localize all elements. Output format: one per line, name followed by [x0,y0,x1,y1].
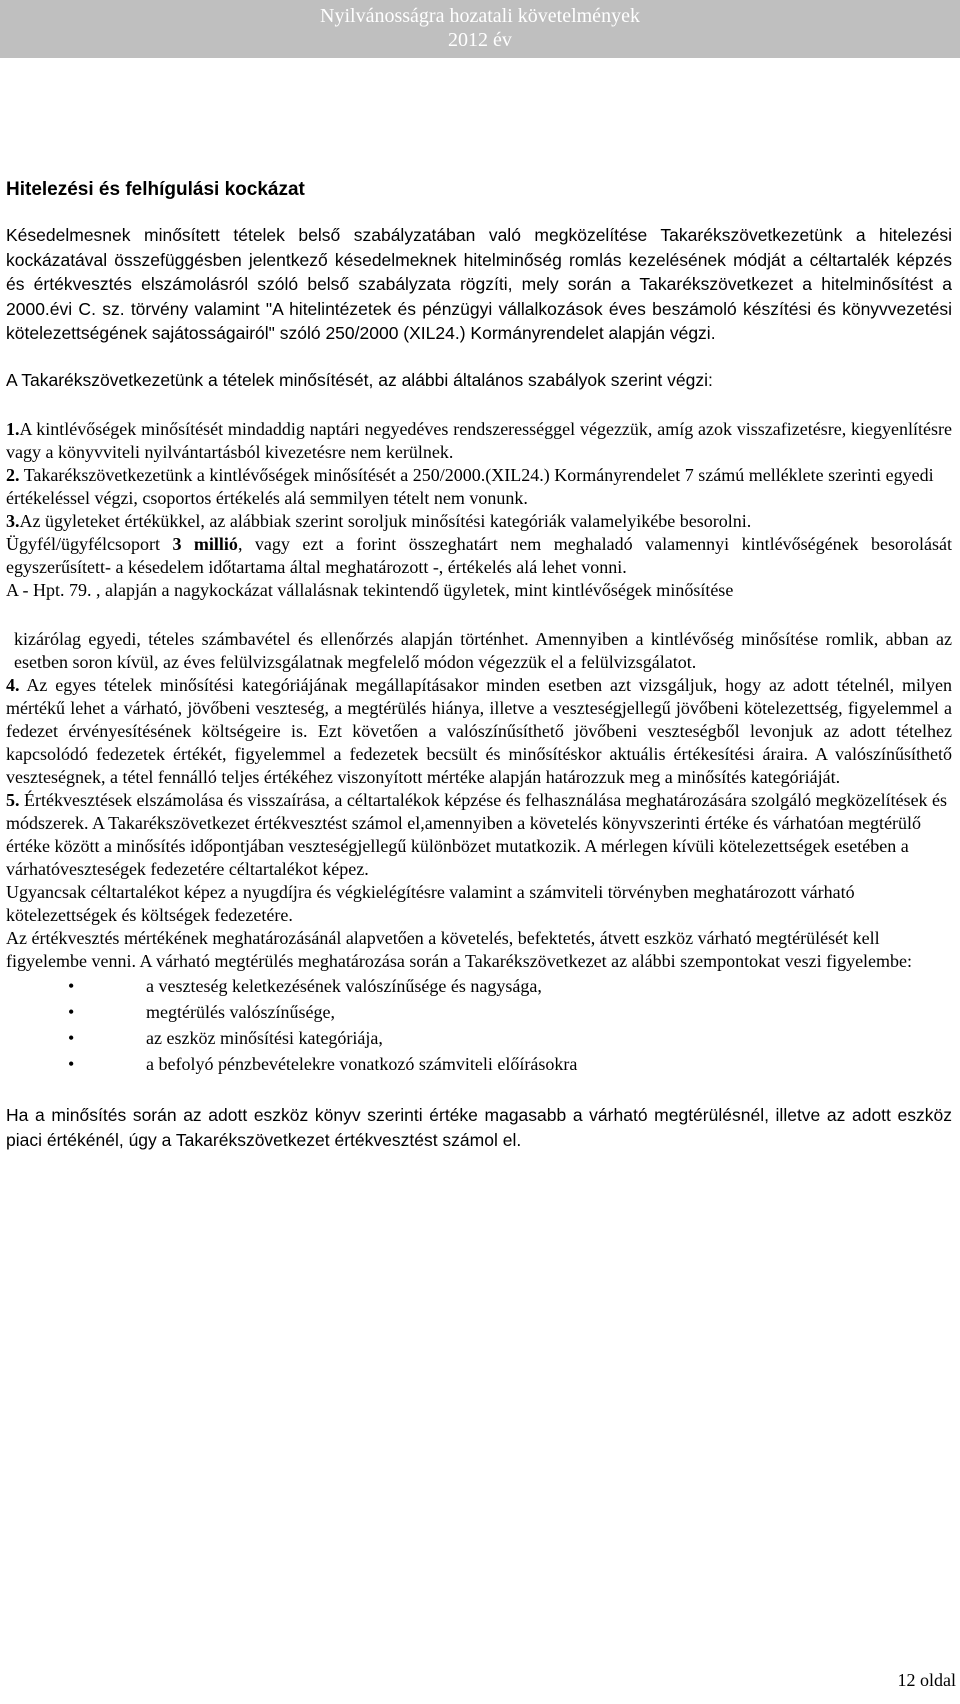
criteria-list [6,973,952,1077]
page-header [0,0,960,58]
rule-3 [6,510,952,533]
rules-lead-in: A Takarékszövetkezetünk a tételek minősítését, az alábbi általános szabályok szerint végzi: [6,369,713,390]
list-item: • az eszköz minősítési kategóriája, [6,1025,952,1051]
bullet-icon: • [68,1054,75,1074]
rule-3-number: 3. [6,511,20,531]
bullet-icon: • [68,1002,75,1022]
bullet-icon: • [68,1028,75,1048]
rule-4 [6,674,952,789]
rule-2 [6,464,952,510]
rule-5 [6,789,952,881]
rule-5-text: Értékvesztések elszámolása és visszaírása, a céltartalékok képzése és felhasználása meghatározására szolgáló megközelítések és módszerek. A Takarékszövetkezet értékvesztést számol el,amennyiben a követelés könyvszerinti értéke és várhatóan megtérülő értéke között a minősítés időpontjában veszteségjellegű különbözet mutatkozik. A mérlegen kívüli kötelezettségek esetében a várhatóveszteségek fedezetére céltartalékot képez. [6,790,948,879]
intro-paragraph: Késedelmesnek minősített tételek belső szabályzatában való megközelítése Takarékszövetkezetünk a hitelezési kockázatával összefüggésben jelentkező késedelmeknek hitelminőség romlás kezelésének módját a céltartalék képzés és értékvesztés elszámolásról szóló belső szabályzata rögzíti, mely során a Takarékszövetkezet a hitelminősítést a 2000.évi C. sz. törvény valamint "A hitelintézetek és pénzügyi vállalkozások éves beszámoló készítési és könyvvezetési kötelezettségének sajátosságairól" szóló 250/2000 (XIL24.) Kormányrendelet alapján végzi. [6,225,952,343]
individual-review-paragraph: kizárólag egyedi, tételes számbavétel és ellenőrzés alapján történhet. Amennyiben a kintlévőség minősítése romlik, abban az esetben soron kívül, az éves felülvizsgálatnak megfelelő módon végezzük el a felülvizsgálatot. [14,629,952,672]
rule-1-text: A kintlévőségek minősítését mindaddig naptári negyedéves rendszerességgel végezzük, amíg azok visszafizetésre, kiegyenlítésre vagy a könyvviteli nyilvántartásból kivezetésre nem kerülnek. [6,419,952,462]
header-title: Nyilvánosságra hozatali követelmények [320,5,640,27]
rule-3-text: Az ügyleteket értékükkel, az alábbiak szerint soroljuk minősítési kategóriák valamelyikébe besorolni. [19,511,752,531]
page-number: 12 oldal [897,1670,956,1690]
bullet-icon: • [68,976,75,996]
hpt-paragraph: A - Hpt. 79. , alapján a nagykockázat vállalásnak tekintendő ügyletek, mint kintlévőségek minősítése [6,580,734,600]
rule-4-text: Az egyes tételek minősítési kategóriájának megállapításakor minden esetben azt vizsgáljuk, hogy az adott tételnél, milyen mértékű lehet a várható, jövőbeni veszteség, a megtérülés hiánya, illetve a veszteségjellegű jövőbeni kötelezettség, figyelemmel a fedezet érvényesítésének költségeire is. Ezt követően a valószínűsíthető jövőbeni veszteségből levonjuk az adott tételhez kapcsolódó fedezetek értékét, figyelemmel a fedezetek becsült és minősítéskor aktuális értékesítési áraira. A valószínűsíthető veszteségnek, a tétel fennálló teljes értékéhez viszonyított mértéke alapján határozzuk meg a minősítés kategóriáját. [6,675,952,787]
rule-1 [6,418,952,464]
threshold-paragraph [6,533,952,579]
provision-paragraph: Ugyancsak céltartalékot képez a nyugdíjra és végkielégítésre valamint a számviteli törvényben meghatározott várható kötelezettségek és költségek fedezetére. [6,882,855,925]
rule-2-number: 2. [6,465,20,485]
impairment-paragraph: Az értékvesztés mértékének meghatározásánál alapvetően a követelés, befektetés, átvett eszköz várható megtérülését kell figyelembe venni. A várható megtérülés meghatározása során a Takarékszövetkezet az alábbi szempontokat veszi figyelembe: [6,928,913,971]
threshold-lead: Ügyfél/ügyfélcsoport [6,534,160,554]
list-item: • a befolyó pénzbevételekre vonatkozó számviteli előírásokra [6,1051,952,1077]
rule-4-number: 4. [6,675,20,695]
rule-1-number: 1. [6,419,20,439]
closing-paragraph: Ha a minősítés során az adott eszköz könyv szerinti értéke magasabb a várható megtérülésnél, illetve az adott eszköz piaci értékénél, úgy a Takarékszövetkezet értékvesztést számol el. [6,1105,952,1150]
list-item: • megtérülés valószínűsége, [6,999,952,1025]
list-item: • a veszteség keletkezésének valószínűsége és nagysága, [6,973,952,999]
section-title: Hitelezési és felhígulási kockázat [6,179,305,200]
rule-5-number: 5. [6,790,20,810]
rule-2-text: Takarékszövetkezetünk a kintlévőségek minősítését a 250/2000.(XIL24.) Kormányrendelet 7 számú melléklete szerinti egyedi értékeléssel végzi, csoportos értékelés alá semmilyen tételt nem vonunk. [6,465,934,508]
threshold-amount: 3 millió [172,534,238,554]
header-year: 2012 év [448,29,512,51]
document-body [6,168,952,1152]
threshold-rest: , vagy ezt a forint összeghatárt nem meghaladó valamennyi kintlévőségének besorolását egyszerűsített- a késedelem időtartama által meghatározott -, értékelés alá lehet vonni. [6,534,953,577]
